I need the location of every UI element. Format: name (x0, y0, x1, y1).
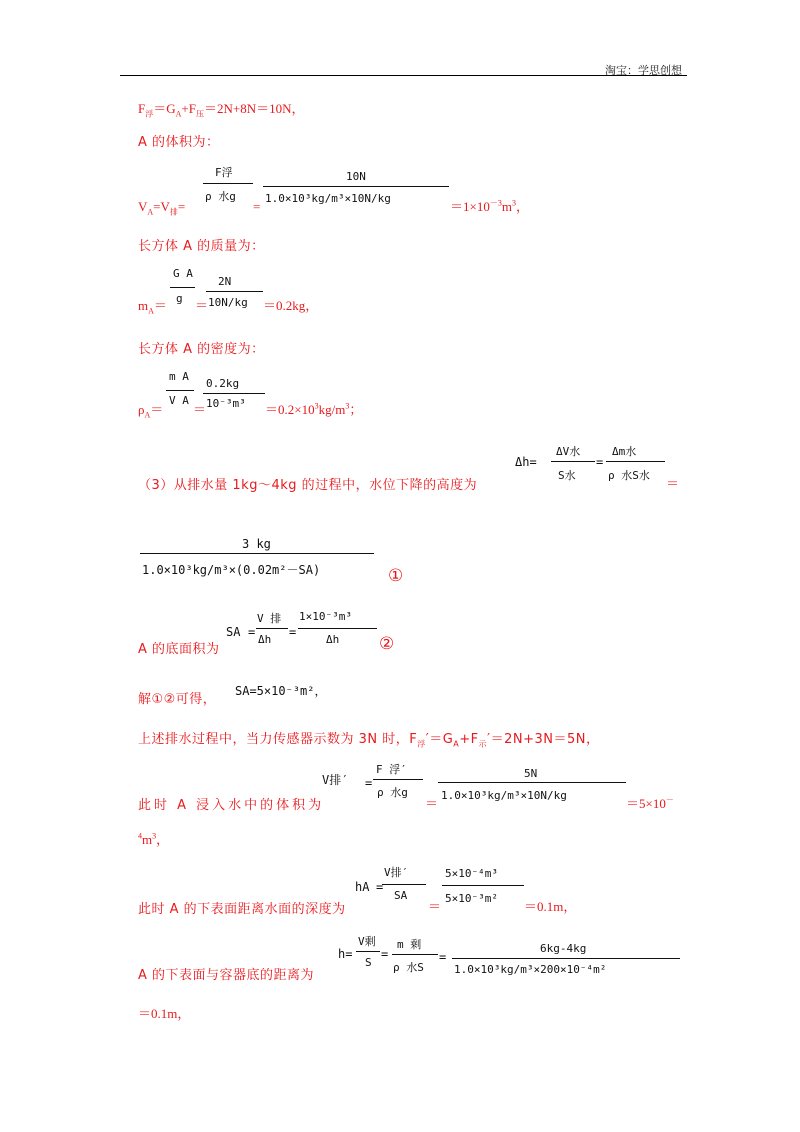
fraction-numerator: 6kg-4kg (540, 942, 587, 955)
fraction-numerator: 10N (346, 170, 366, 183)
depth-text: 此时 A 的下表面距离水面的深度为 (138, 902, 346, 917)
fraction-bar (382, 884, 426, 885)
fraction-denominator: SA (394, 889, 408, 902)
volume-result: $=1\times 10^{-3}m^3$， (450, 198, 529, 214)
fraction-denominator: ρ 水g (377, 786, 408, 799)
fraction-denominator: 1.0×10³kg/m³×200×10⁻⁴m² (454, 963, 607, 976)
equals-sign: = (381, 947, 389, 961)
mass-lhs: $m_A=$ (138, 298, 167, 316)
submerged-volume-text: 此时 A 浸入水中的体积为 (138, 798, 325, 813)
fraction-bar (166, 390, 194, 391)
equals-sign: = (439, 950, 447, 964)
mass-result: ＝0.2kg， (263, 298, 319, 313)
equals-sign: = (376, 880, 384, 894)
bottom-distance-lhs: h= (338, 947, 353, 961)
fraction-numerator: 0.2kg (206, 377, 240, 390)
fraction-bar (206, 291, 263, 292)
fraction-denominator: Δh (258, 633, 272, 646)
density-heading: 长方体 A 的密度为： (138, 342, 265, 357)
fraction-bar (373, 779, 423, 780)
part3-text: （3）从排水量 1kg～4kg 的过程中，水位下降的高度为 (138, 478, 478, 493)
equals-sign: = (289, 625, 297, 639)
fraction-denominator: 1.0×10³kg/m³×10N/kg (265, 192, 391, 205)
fraction-numerator: ΔV水 (556, 445, 581, 458)
header-rule (120, 75, 687, 76)
fraction-denominator: ρ 水S水 (608, 469, 650, 482)
volume-lhs: $V_A=V_排=$ (138, 199, 186, 217)
fraction-numerator: 5×10⁻⁴m³ (445, 867, 498, 880)
fraction-numerator: V排′ (384, 866, 409, 879)
fraction-bar (606, 461, 665, 462)
fraction-numerator: Δm水 (612, 445, 637, 458)
bottom-distance-text: A 的下表面与容器底的距离为 (138, 968, 315, 983)
fraction-bar (298, 628, 377, 629)
fraction-bar (203, 393, 265, 394)
fraction-numerator: V 排 (257, 612, 282, 625)
fraction-denominator: 10⁻³m³ (206, 397, 246, 410)
fraction-denominator: S (365, 956, 372, 969)
submerged-volume-unit: $^4m^3$， (138, 831, 170, 847)
equals-sign: ＝ (193, 402, 207, 417)
delta-h-label: Δh= (515, 455, 537, 469)
buoyancy-equation-2: 上述排水过程中，当力传感器示数为 3N 时，$F_浮'=G_A+F_示'=2N+3N=5N$， (138, 732, 600, 749)
fraction-denominator: ρ 水S (393, 961, 424, 974)
fraction-numerator: 5N (524, 767, 538, 780)
depth-result: ＝0.1m， (524, 899, 577, 914)
equals-sign: = (253, 199, 261, 214)
equals-sign: ＝ (666, 476, 680, 491)
equals-sign: = (365, 776, 373, 790)
equation-marker-2: ② (379, 634, 395, 654)
fraction-numerator: m 剩 (397, 938, 422, 951)
fraction-bar (392, 954, 438, 955)
fraction-denominator: S水 (558, 469, 576, 482)
fraction-bar (256, 628, 288, 629)
volume-heading: A 的体积为： (138, 135, 220, 150)
solve-text: 解①②可得， (138, 692, 217, 707)
fraction-denominator: ρ 水g (205, 190, 236, 203)
buoyancy-equation-1: $F_浮=G_A+F_压=2N+8N=10N$， (138, 101, 305, 119)
base-area-lhs: SA (226, 625, 241, 639)
fraction-denominator: g (176, 292, 183, 305)
depth-lhs: hA (355, 880, 370, 894)
base-area-text: A 的底面积为 (138, 642, 220, 657)
fraction-denominator: Δh (326, 633, 340, 646)
fraction-bar (140, 553, 374, 554)
fraction-denominator: V A (169, 394, 189, 407)
fraction-numerator: F 浮′ (376, 763, 407, 776)
equation-marker-1: ① (388, 566, 404, 586)
equals-sign: = (248, 625, 256, 639)
fraction-bar (442, 885, 524, 886)
density-result: $=0.2\times 10^3kg/m^3$； (265, 401, 363, 417)
fraction-numerator: m A (169, 370, 189, 383)
fraction-denominator: 5×10⁻³m² (445, 892, 498, 905)
fraction-denominator: 10N/kg (208, 296, 248, 309)
fraction-numerator: V剩 (358, 935, 376, 948)
fraction-numerator: G A (173, 267, 193, 280)
equals-sign: ＝ (195, 298, 209, 313)
fraction-bar (438, 782, 626, 783)
fraction-bar (356, 951, 380, 952)
fraction-bar (551, 461, 595, 462)
submerged-volume-result: ＝5×10－ (626, 795, 674, 811)
equals-sign: ＝ (428, 899, 442, 914)
equals-sign: ＝ (425, 796, 439, 811)
fraction-bar (452, 958, 680, 959)
fraction-denominator: 1.0×10³kg/m³×10N/kg (441, 789, 567, 802)
fraction-numerator: 2N (218, 275, 232, 288)
fraction-denominator: 1.0×10³kg/m³×(0.02m²－SA) (142, 563, 321, 577)
mass-heading: 长方体 A 的质量为： (138, 239, 265, 254)
base-area-result: SA=5×10⁻³m²， (235, 684, 327, 698)
submerged-volume-lhs: V排′ (322, 773, 349, 787)
header-text: 淘宝：学思创想 (605, 64, 682, 77)
fraction-numerator: 3 kg (242, 537, 271, 551)
fraction-numerator: F浮 (215, 166, 233, 179)
fraction-bar (203, 183, 253, 184)
bottom-distance-result: ＝0.1m， (138, 1006, 191, 1021)
equals-sign: = (596, 455, 604, 469)
fraction-bar (170, 287, 195, 288)
density-lhs: $\rho_A=$ (138, 402, 164, 420)
fraction-numerator: 1×10⁻³m³ (299, 610, 352, 623)
fraction-bar (263, 186, 449, 187)
